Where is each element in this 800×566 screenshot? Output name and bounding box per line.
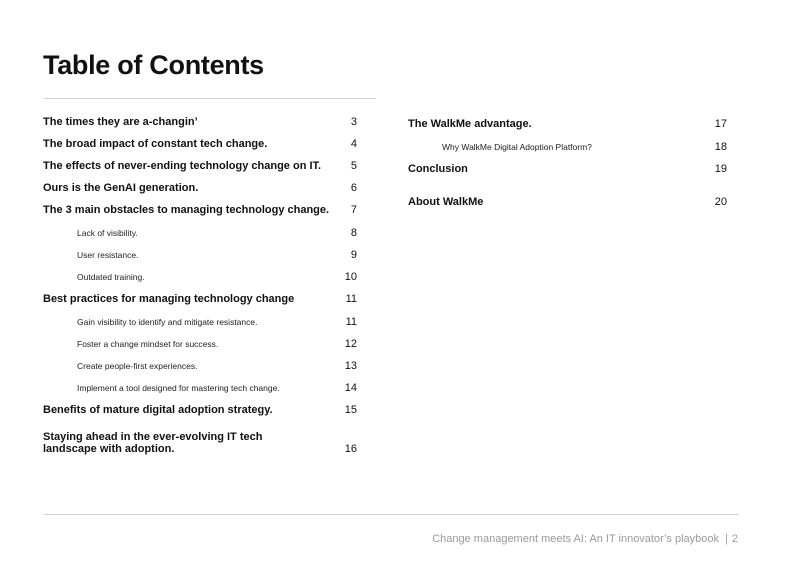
toc-subentry-label: Outdated training.: [77, 272, 145, 282]
toc-entry[interactable]: [408, 195, 727, 209]
toc-entry-label: The effects of never-ending technology change on IT.: [43, 160, 322, 172]
toc-subentry[interactable]: [442, 140, 727, 154]
toc-subentry[interactable]: [77, 315, 357, 329]
toc-entry-page: 16: [344, 443, 357, 455]
footer-page-number: 2: [731, 533, 738, 545]
footer-divider: [43, 514, 739, 515]
footer-title: Change management meets AI: An IT innovator’s playbook: [432, 533, 720, 545]
toc-entry[interactable]: [43, 203, 357, 217]
toc-entry-label: Conclusion: [408, 163, 468, 175]
page-title: Table of Contents: [43, 50, 264, 80]
toc-entry-page: 19: [714, 163, 727, 175]
toc-subentry-label: Foster a change mindset for success.: [77, 339, 219, 349]
toc-entry-label: Best practices for managing technology change: [43, 293, 295, 305]
toc-entry-page: 7: [350, 204, 357, 216]
toc-subentry-label: Create people-first experiences.: [77, 361, 198, 371]
toc-subentry[interactable]: [77, 359, 357, 373]
toc-subentry-page: 8: [350, 227, 357, 239]
toc-subentry[interactable]: [77, 337, 357, 351]
toc-entry[interactable]: [43, 115, 357, 129]
toc-entry[interactable]: [43, 181, 357, 195]
toc-entry-page: 17: [714, 118, 727, 130]
toc-entry[interactable]: [43, 159, 357, 173]
toc-entry-page: 5: [350, 160, 357, 172]
toc-entry-page: 3: [350, 116, 357, 128]
toc-entry[interactable]: [43, 427, 357, 455]
toc-entry-label: Benefits of mature digital adoption strategy.: [43, 404, 273, 416]
toc-entry-page: 15: [344, 404, 357, 416]
toc-subentry-label: Lack of visibility.: [77, 228, 138, 238]
toc-entry[interactable]: [43, 137, 357, 151]
toc-entry-page: 4: [350, 138, 357, 150]
toc-entry-label: The WalkMe advantage.: [408, 118, 532, 130]
toc-entry[interactable]: [408, 117, 727, 131]
toc-subentry-page: 14: [344, 382, 357, 394]
toc-entry-label: About WalkMe: [408, 196, 484, 208]
toc-entry-label: The 3 main obstacles to managing technology change.: [43, 204, 330, 216]
toc-entry-label: The times they are a-changin’: [43, 116, 198, 128]
toc-subentry-page: 18: [714, 141, 727, 153]
toc-subentry-page: 11: [345, 316, 357, 328]
toc-subentry-label: Implement a tool designed for mastering tech change.: [77, 383, 280, 393]
title-divider: [43, 98, 376, 99]
page-footer: [432, 533, 738, 545]
toc-subentry-label: Why WalkMe Digital Adoption Platform?: [442, 142, 592, 152]
toc-subentry[interactable]: [77, 381, 357, 395]
toc-subentry-page: 10: [344, 271, 357, 283]
toc-subentry-label: User resistance.: [77, 250, 139, 260]
footer-separator: |: [725, 533, 728, 545]
toc-entry-page: 11: [345, 293, 357, 305]
toc-entry-page: 6: [350, 182, 357, 194]
toc-entry-label: The broad impact of constant tech change.: [43, 138, 268, 150]
toc-entry[interactable]: [408, 162, 727, 176]
toc-subentry[interactable]: [77, 226, 357, 240]
toc-entry-page: 20: [714, 196, 727, 208]
toc-entry-label: Ours is the GenAI generation.: [43, 182, 199, 194]
toc-subentry-page: 9: [350, 249, 357, 261]
toc-subentry[interactable]: [77, 248, 357, 262]
toc-subentry-page: 12: [344, 338, 357, 350]
toc-subentry-label: Gain visibility to identify and mitigate resistance.: [77, 317, 258, 327]
toc-subentry[interactable]: [77, 270, 357, 284]
toc-entry-label: Staying ahead in the ever-evolving IT tech landscape with adoption.: [43, 431, 263, 455]
toc-subentry-page: 13: [344, 360, 357, 372]
toc-entry[interactable]: [43, 403, 357, 417]
toc-entry[interactable]: [43, 292, 357, 306]
